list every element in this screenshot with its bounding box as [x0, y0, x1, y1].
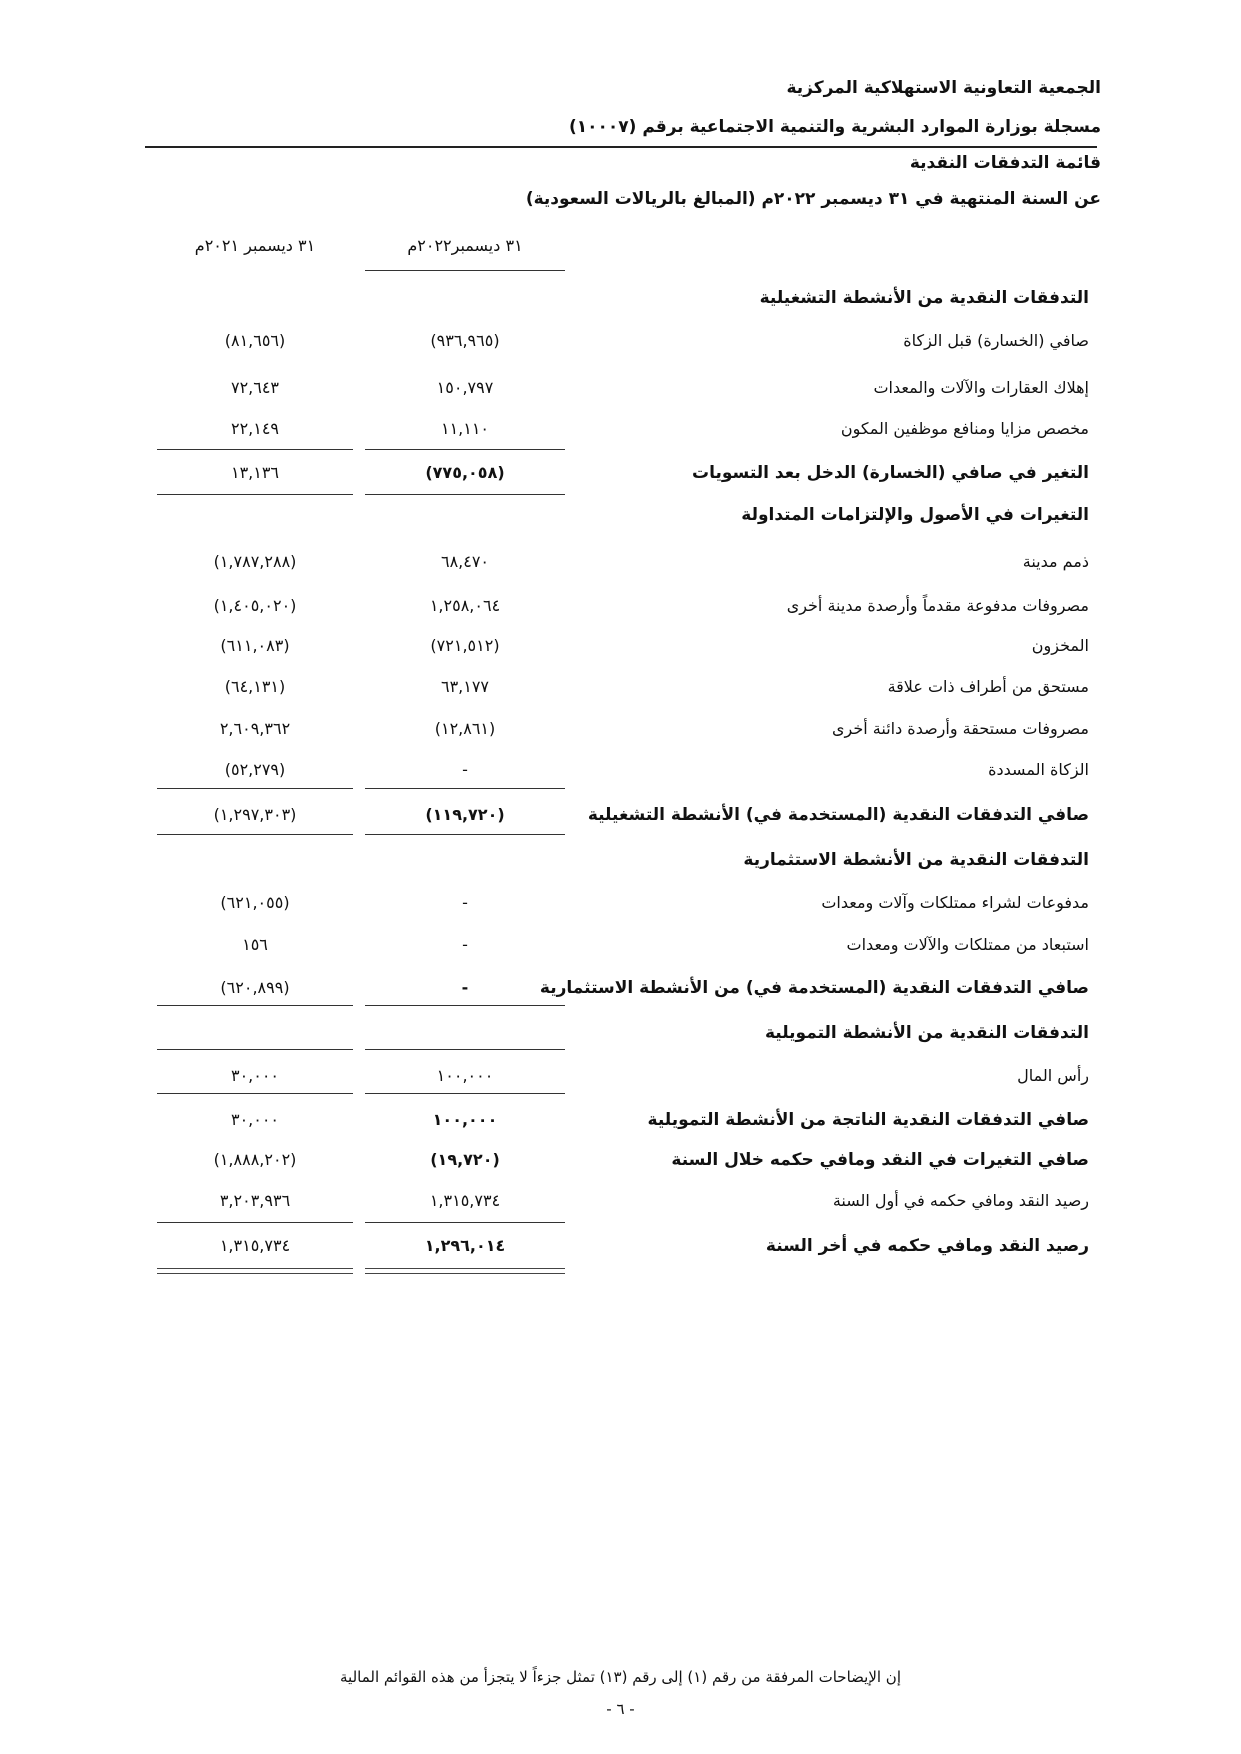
value-2021: (٥٢,٢٧٩): [224, 760, 286, 779]
row-label: رصيد النقد ومافي حكمه في أول السنة: [832, 1191, 1089, 1210]
subtotal-rule: [365, 449, 565, 450]
value-2022: ١١,١١٠: [440, 419, 490, 438]
row-label: الزكاة المسددة: [988, 760, 1089, 779]
value-2021: ٣٠,٠٠٠: [230, 1066, 280, 1085]
value-2022: (١١٩,٧٢٠): [425, 805, 505, 824]
subtotal-rule: [157, 449, 353, 450]
value-2021: (١,٧٨٧,٢٨٨): [213, 552, 297, 571]
value-2021: ١,٣١٥,٧٣٤: [219, 1236, 291, 1255]
value-2021: ١٥٦: [242, 935, 268, 954]
value-2022: ١,٢٩٦,٠١٤: [424, 1236, 506, 1255]
value-2022: (٧٧٥,٠٥٨): [425, 463, 505, 482]
value-2021: (٨١,٦٥٦): [224, 331, 286, 350]
value-2022: (٩٣٦,٩٦٥): [430, 331, 500, 350]
value-2022: ١,٢٥٨,٠٦٤: [429, 596, 501, 615]
statement-title: قائمة التدفقات النقدية: [909, 153, 1101, 173]
footnote: إن الإيضاحات المرفقة من رقم (١) إلى رقم (١٣) تمثل جزءاً لا يتجزأ من هذه القوائم المالية: [340, 1668, 901, 1686]
value-2021: ٣٠,٠٠٠: [230, 1110, 280, 1129]
subtotal-rule: [365, 494, 565, 495]
value-2022: ٦٨,٤٧٠: [440, 552, 490, 571]
subtotal-rule: [365, 788, 565, 789]
value-2021: (١,٨٨٨,٢٠٢): [213, 1150, 297, 1169]
row-label: المخزون: [1031, 636, 1089, 655]
row-label: إهلاك العقارات والآلات والمعدات: [873, 378, 1089, 397]
value-2022: (٧٢١,٥١٢): [430, 636, 500, 655]
registration-line: مسجلة بوزارة الموارد البشرية والتنمية الاجتماعية برقم (١٠٠٠٧): [568, 117, 1101, 137]
value-2022: ١,٣١٥,٧٣٤: [429, 1191, 501, 1210]
row-label: التدفقات النقدية من الأنشطة الاستثمارية: [743, 850, 1089, 870]
value-2021: (٦٤,١٣١): [224, 677, 286, 696]
subtotal-rule: [365, 1049, 565, 1050]
subtotal-rule: [157, 1049, 353, 1050]
value-2022: ١٠٠,٠٠٠: [432, 1110, 498, 1129]
subtotal-rule: [157, 494, 353, 495]
value-2022: (١٢,٨٦١): [434, 719, 496, 738]
value-2021: ١٣,١٣٦: [230, 463, 280, 482]
value-2022: ٦٣,١٧٧: [440, 677, 490, 696]
row-label: رأس المال: [1017, 1066, 1089, 1085]
subtotal-rule: [157, 788, 353, 789]
page-number: - ٦ -: [606, 1700, 635, 1718]
row-label: صافي التغيرات في النقد ومافي حكمه خلال السنة: [671, 1150, 1089, 1170]
row-label: مصروفات مستحقة وأرصدة دائنة أخرى: [832, 719, 1089, 738]
organization-name: الجمعية التعاونية الاستهلاكية المركزية: [786, 78, 1101, 98]
total-double-rule: [365, 1268, 565, 1274]
row-label: استبعاد من ممتلكات والآلات ومعدات: [846, 935, 1089, 954]
row-label: صافي التدفقات النقدية (المستخدمة في) الأنشطة التشغيلية: [587, 805, 1089, 825]
subtotal-rule: [365, 1093, 565, 1094]
subtotal-rule: [157, 834, 353, 835]
value-2022: -: [461, 978, 469, 997]
value-2021: ٢,٦٠٩,٣٦٢: [219, 719, 291, 738]
row-label: مدفوعات لشراء ممتلكات وآلات ومعدات: [821, 893, 1089, 912]
row-label: ذمم مدينة: [1022, 552, 1089, 571]
subtotal-rule: [365, 1222, 565, 1223]
row-label: صافي التدفقات النقدية الناتجة من الأنشطة التمويلية: [647, 1110, 1089, 1130]
column-header-underline-2022: [365, 270, 565, 271]
row-label: التغير في صافي (الخسارة) الدخل بعد التسويات: [692, 463, 1089, 483]
row-label: التغيرات في الأصول والإلتزامات المتداولة: [741, 505, 1089, 525]
subtotal-rule: [157, 1093, 353, 1094]
value-2021: (٦٢٠,٨٩٩): [220, 978, 290, 997]
row-label: مصروفات مدفوعة مقدماً وأرصدة مدينة أخرى: [786, 596, 1089, 615]
value-2021: (٦٢١,٠٥٥): [220, 893, 290, 912]
value-2022: -: [462, 935, 468, 954]
value-2021: ٣,٢٠٣,٩٣٦: [219, 1191, 291, 1210]
value-2021: ٧٢,٦٤٣: [230, 378, 280, 397]
row-label: صافي (الخسارة) قبل الزكاة: [903, 331, 1089, 350]
value-2022: -: [462, 760, 468, 779]
value-2021: (٦١١,٠٨٣): [220, 636, 290, 655]
column-header-2022: ٣١ ديسمبر٢٠٢٢م: [407, 236, 523, 255]
subtotal-rule: [157, 1005, 353, 1006]
value-2021: ٢٢,١٤٩: [230, 419, 280, 438]
value-2022: (١٩,٧٢٠): [430, 1150, 500, 1169]
subtotal-rule: [157, 1222, 353, 1223]
value-2022: ١٠٠,٠٠٠: [436, 1066, 494, 1085]
header-divider: [145, 146, 1097, 148]
row-label: صافي التدفقات النقدية (المستخدمة في) من الأنشطة الاستثمارية: [539, 978, 1089, 998]
value-2022: -: [462, 893, 468, 912]
row-label: التدفقات النقدية من الأنشطة التشغيلية: [759, 288, 1089, 308]
value-2021: (١,٤٠٥,٠٢٠): [213, 596, 297, 615]
statement-period: عن السنة المنتهية في ٣١ ديسمبر ٢٠٢٢م (المبالغ بالريالات السعودية): [525, 189, 1101, 209]
total-double-rule: [157, 1268, 353, 1274]
subtotal-rule: [365, 1005, 565, 1006]
column-header-2021: ٣١ ديسمبر ٢٠٢١م: [194, 236, 316, 255]
subtotal-rule: [365, 834, 565, 835]
row-label: مخصص مزايا ومنافع موظفين المكون: [840, 419, 1089, 438]
row-label: التدفقات النقدية من الأنشطة التمويلية: [764, 1023, 1089, 1043]
row-label: رصيد النقد ومافي حكمه في أخر السنة: [765, 1236, 1089, 1256]
row-label: مستحق من أطراف ذات علاقة: [887, 677, 1089, 696]
value-2021: (١,٢٩٧,٣٠٣): [213, 805, 297, 824]
value-2022: ١٥٠,٧٩٧: [436, 378, 494, 397]
